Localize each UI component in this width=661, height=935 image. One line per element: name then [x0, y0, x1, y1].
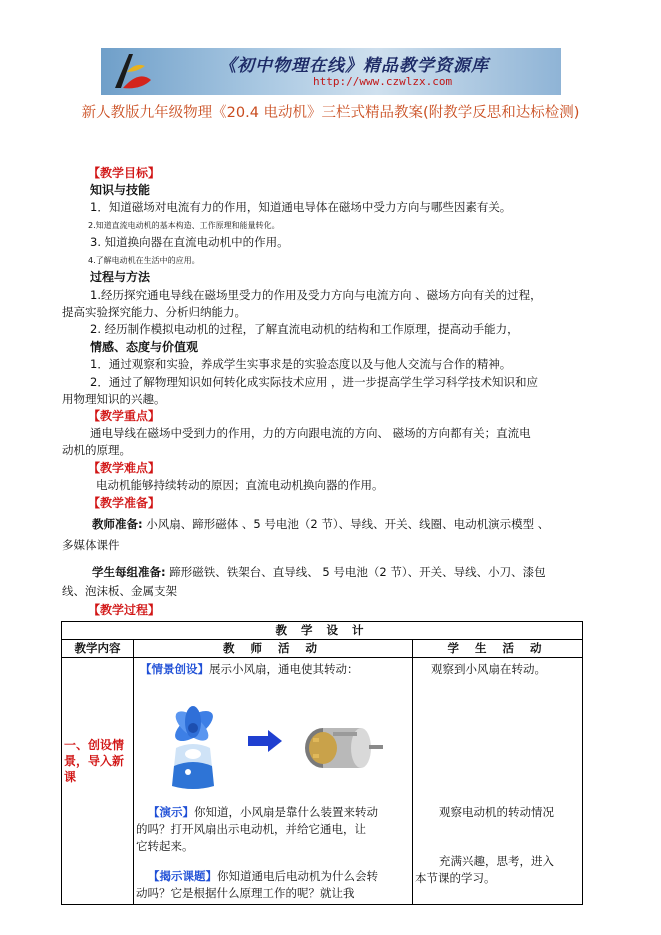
- banner-url: http://www.czwlzx.com: [313, 75, 453, 88]
- subheading-process: 过程与方法: [90, 270, 151, 284]
- logo-icon: [109, 50, 155, 92]
- tag-demo: 【演示】: [148, 805, 194, 819]
- teacher-prep-line-1: [92, 516, 549, 532]
- goal-knowledge-3: 3. 知道换向器在直流电动机中的作用。: [90, 235, 289, 249]
- col-header-student: 学 生 活 动: [413, 640, 583, 658]
- student-activity-cell: [413, 658, 583, 905]
- goal-knowledge-2: 2.知道直流电动机的基本构造、工作原理和能量转化。: [88, 221, 280, 230]
- teacher-prep-items: 小风扇、蹄形磁体 、5 号电池（2 节）、导线、开关、线圈、电动机演示模型 、: [142, 517, 550, 531]
- student-prep-line-1: [92, 564, 546, 580]
- header-banner: [101, 48, 561, 95]
- teacher-prep-line-2: 多媒体课件: [62, 538, 120, 552]
- table-row: [62, 658, 583, 905]
- goal-emotion-1: 1．通过观察和实验，养成学生实事求是的实验态度以及与他人交流与合作的精神。: [90, 357, 512, 371]
- student-activity-3-line-2: 本节课的学习。: [415, 871, 496, 885]
- subheading-knowledge: 知识与技能: [90, 183, 151, 197]
- student-activity-1: 观察到小风扇在转动。: [431, 662, 546, 676]
- banner-title: 《初中物理在线》精品教学资源库: [219, 56, 489, 76]
- key-points-line-2: 动机的原理。: [62, 443, 131, 457]
- arrow-right-icon: [248, 730, 282, 752]
- goal-knowledge-1: 1．知道磁场对电流有力的作用，知道通电导体在磁场中受力方向与哪些因素有关。: [90, 200, 512, 214]
- section-name: 一、创设情景，导入新课: [64, 738, 125, 784]
- subheading-emotion: 情感、态度与价值观: [90, 340, 199, 354]
- goal-emotion-2a: 2．通过了解物理知识如何转化成实际技术应用 ，进一步提高学生学习科学技术知识和应: [90, 375, 538, 389]
- student-activity-2: 观察电动机的转动情况: [439, 805, 554, 819]
- tag-topic: 【揭示课题】: [148, 869, 217, 883]
- teacher-activity-3-line-2: 动吗？它是根据什么原理工作的呢？就让我: [136, 886, 355, 900]
- heading-process: 【教学过程】: [88, 603, 161, 617]
- student-activity-3-line-1: 充满兴趣，思考，进入: [439, 854, 554, 868]
- heading-preparation: 【教学准备】: [88, 496, 161, 510]
- section-cell: [62, 658, 134, 905]
- motor-image: [293, 698, 383, 778]
- table-header-row: [62, 640, 583, 658]
- teacher-activity-cell: [134, 658, 413, 905]
- teacher-activity-1: [140, 661, 359, 677]
- document-title: 新人教版九年级物理《20.4 电动机》三栏式精品教案(附教学反思和达标检测): [81, 105, 580, 121]
- heading-difficulties: 【教学难点】: [88, 461, 161, 475]
- col-header-content: 教学内容: [62, 640, 134, 658]
- table-title: 教 学 设 计: [62, 622, 583, 640]
- teacher-activity-2-line-2: 的吗？打开风扇出示电动机，并给它通电，让: [136, 822, 366, 836]
- key-points-line-1: 通电导线在磁场中受到力的作用，力的方向跟电流的方向、 磁场的方向都有关；直流电: [90, 426, 531, 440]
- col-header-teacher: 教 师 活 动: [134, 640, 413, 658]
- goal-process-1a: 1.经历探究通电导线在磁场里受力的作用及受力方向与电流方向 、磁场方向有关的过程，: [90, 288, 542, 302]
- teacher-activity-1-text: 展示小风扇，通电使其转动：: [209, 662, 359, 676]
- table-title-row: [62, 622, 583, 640]
- goal-knowledge-4: 4.了解电动机在生活中的应用。: [88, 256, 200, 265]
- teacher-activity-2: [148, 804, 378, 820]
- tag-scene: 【情景创设】: [140, 662, 209, 676]
- teacher-prep-label: 教师准备:: [92, 517, 143, 531]
- lesson-plan-table: [61, 621, 583, 905]
- student-prep-line-2: 线、泡沫板、金属支架: [62, 584, 177, 598]
- teacher-activity-2-line-3: 它转起来。: [136, 839, 194, 853]
- difficulties-line-1: 电动机能够持续转动的原因；直流电动机换向器的作用。: [96, 478, 384, 492]
- teacher-activity-2-line-1: 你知道，小风扇是靠什么装置来转动: [194, 805, 378, 819]
- fan-image: [148, 694, 238, 794]
- heading-goals: 【教学目标】: [88, 166, 161, 180]
- teacher-activity-3-line-1: 你知道通电后电动机为什么会转: [217, 869, 378, 883]
- goal-emotion-2b: 用物理知识的兴趣。: [62, 392, 166, 406]
- goal-process-1b: 提高实验探究能力、分析归纳能力。: [62, 305, 246, 319]
- heading-key-points: 【教学重点】: [88, 409, 161, 423]
- student-prep-items: 蹄形磁铁、铁架台、直导线、 5 号电池（2 节）、开关、导线、小刀、漆包: [165, 565, 546, 579]
- goal-process-2: 2. 经历制作模拟电动机的过程，了解直流电动机的结构和工作原理，提高动手能力，: [90, 322, 519, 336]
- teacher-activity-3: [148, 868, 378, 884]
- student-prep-label: 学生每组准备:: [92, 565, 166, 579]
